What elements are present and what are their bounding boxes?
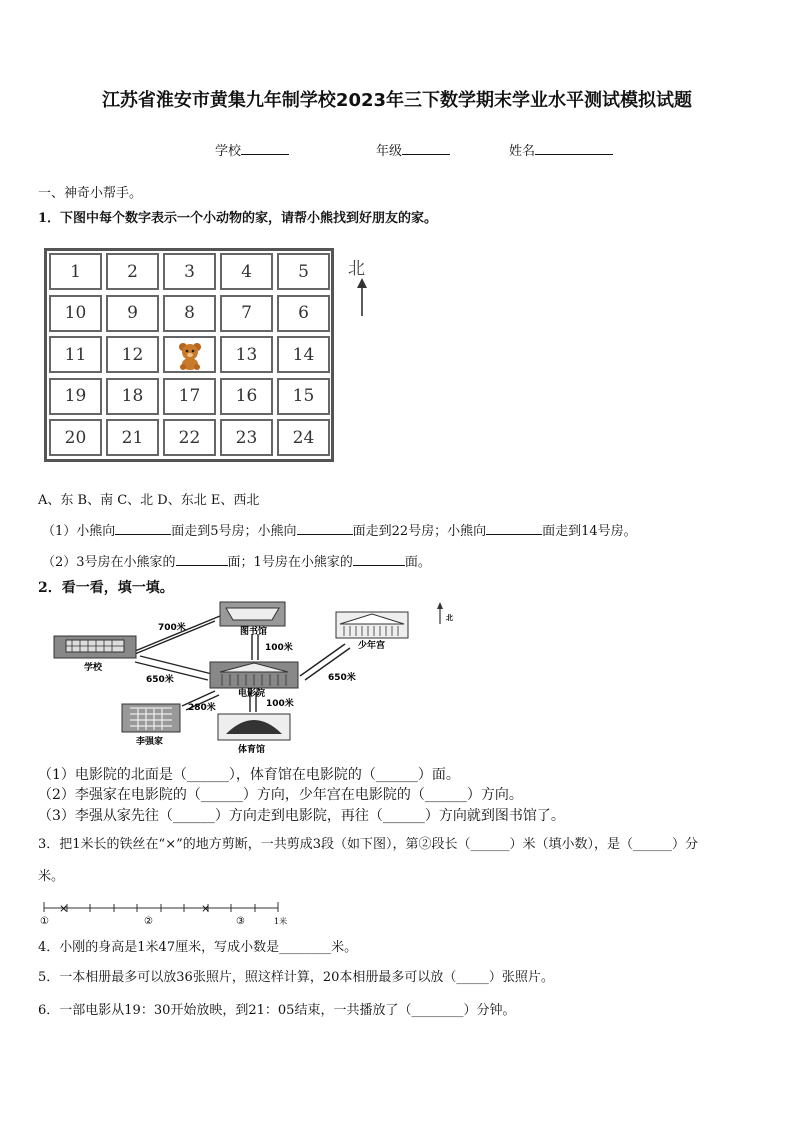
school-building-icon bbox=[54, 636, 136, 658]
blank bbox=[115, 522, 171, 535]
dist-650-school: 650米 bbox=[146, 675, 174, 685]
bear-icon bbox=[163, 336, 216, 373]
grid-cell: 14 bbox=[277, 336, 330, 373]
gym-building-icon bbox=[218, 714, 290, 740]
north-arrow-icon bbox=[355, 278, 369, 318]
map-north-arrow-icon bbox=[437, 602, 443, 624]
q2-sub3: （3）李强从家先往（______）方向走到电影院，再往（______）方向就到图书馆了。 bbox=[38, 808, 565, 824]
grid-cell: 22 bbox=[163, 419, 216, 456]
cut-mark-2: × bbox=[201, 902, 211, 915]
grid-cell: 10 bbox=[49, 295, 102, 332]
library-label: 图书馆 bbox=[240, 627, 268, 637]
grid-cell: 9 bbox=[106, 295, 159, 332]
q6: 6．一部电影从19：30开始放映，到21：05结束，一共播放了（________）分钟。 bbox=[38, 1003, 516, 1018]
grade-label: 年级 bbox=[376, 144, 403, 159]
grid-cell: 19 bbox=[49, 378, 102, 415]
road-school-library bbox=[135, 616, 220, 651]
q1-sub1-c: 面走到22号房；小熊向 bbox=[352, 524, 487, 539]
grid-cell: 2 bbox=[106, 253, 159, 290]
q1-sub2-c: 面。 bbox=[404, 555, 431, 570]
blank bbox=[297, 522, 353, 535]
gym-label: 体育馆 bbox=[238, 745, 266, 755]
q1-options: A、东 B、南 C、北 D、东北 E、西北 bbox=[38, 493, 260, 508]
q1-stem: 1．下图中每个数字表示一个小动物的家，请帮小熊找到好朋友的家。 bbox=[38, 211, 438, 226]
segment-label-1: ① bbox=[40, 916, 49, 927]
grid-cell: 17 bbox=[163, 378, 216, 415]
q1-sub1-a: （1）小熊向 bbox=[42, 524, 116, 539]
dist-280: 280米 bbox=[188, 703, 216, 713]
q3-line2: 米。 bbox=[38, 869, 65, 884]
ruler-end-label: 1米 bbox=[274, 917, 288, 926]
q1-sub1-b: 面走到5号房；小熊向 bbox=[171, 524, 297, 539]
grid-cell: 15 bbox=[277, 378, 330, 415]
road-school-cinema bbox=[140, 656, 212, 674]
north-label: 北 bbox=[348, 259, 365, 279]
q1-sub1-d: 面走到14号房。 bbox=[542, 524, 637, 539]
grid-cell: 3 bbox=[163, 253, 216, 290]
grid-cell: 1 bbox=[49, 253, 102, 290]
grid-cell: 5 bbox=[277, 253, 330, 290]
q2-sub2: （2）李强家在电影院的（______）方向，少年宫在电影院的（______）方向。 bbox=[38, 787, 523, 803]
grid-cell: 4 bbox=[220, 253, 273, 290]
q5: 5．一本相册最多可以放36张照片，照这样计算，20本相册最多可以放（_____）张照片。 bbox=[38, 970, 554, 985]
grid-cell: 16 bbox=[220, 378, 273, 415]
q3-line1: 3．把1米长的铁丝在“×”的地方剪断，一共剪成3段（如下图），第②段长（______）米（填小数），是（______）分 bbox=[38, 837, 698, 852]
grade-blank bbox=[402, 142, 450, 155]
q4: 4．小刚的身高是1米47厘米，写成小数是________米。 bbox=[38, 940, 358, 955]
map-diagram bbox=[40, 596, 470, 756]
grid-cell: 20 bbox=[49, 419, 102, 456]
grid-cell: 8 bbox=[163, 295, 216, 332]
q1-sub2-a: （2）3号房在小熊家的 bbox=[42, 555, 176, 570]
cinema-label: 电影院 bbox=[238, 689, 266, 699]
school-label: 学校 bbox=[215, 144, 242, 159]
home-building-icon bbox=[122, 704, 180, 732]
page-title: 江苏省淮安市黄集九年制学校2023年三下数学期末学业水平测试模拟试题 bbox=[101, 90, 693, 111]
map-north-label: 北 bbox=[446, 614, 453, 622]
library-building-icon bbox=[220, 602, 285, 626]
grid-cell: 12 bbox=[106, 336, 159, 373]
blank bbox=[486, 522, 542, 535]
grid-cell: 21 bbox=[106, 419, 159, 456]
cut-mark-1: × bbox=[59, 902, 69, 915]
blank bbox=[176, 553, 228, 566]
school-blank bbox=[241, 142, 289, 155]
name-blank bbox=[535, 142, 613, 155]
blank bbox=[353, 553, 405, 566]
grid-cell: 23 bbox=[220, 419, 273, 456]
q2-stem: 2．看一看，填一填。 bbox=[38, 580, 174, 596]
school-label-map: 学校 bbox=[84, 663, 103, 673]
wire-ruler bbox=[40, 898, 300, 928]
youth-palace-icon bbox=[336, 612, 408, 638]
dist-700: 700米 bbox=[158, 623, 186, 633]
grid-cell: 18 bbox=[106, 378, 159, 415]
dist-100-library: 100米 bbox=[265, 643, 293, 653]
section-heading: 一、神奇小帮手。 bbox=[38, 186, 143, 201]
dist-650-youth: 650米 bbox=[328, 673, 356, 683]
grade-field bbox=[376, 140, 450, 159]
road-cinema-youth bbox=[300, 644, 345, 676]
youth-label: 少年宫 bbox=[358, 641, 386, 651]
segment-label-2: ② bbox=[144, 916, 153, 927]
name-field bbox=[509, 140, 613, 159]
ruler-ticks bbox=[44, 902, 278, 912]
home-label: 李强家 bbox=[136, 737, 164, 747]
q1-sub2-b: 面；1号房在小熊家的 bbox=[227, 555, 353, 570]
house-grid bbox=[44, 248, 334, 462]
school-field bbox=[215, 140, 289, 159]
grid-cell: 24 bbox=[277, 419, 330, 456]
name-label: 姓名 bbox=[509, 144, 536, 159]
dist-100-gym: 100米 bbox=[266, 699, 294, 709]
q1-sub2 bbox=[42, 551, 431, 570]
cinema-building-icon bbox=[210, 662, 298, 688]
grid-cell: 6 bbox=[277, 295, 330, 332]
segment-label-3: ③ bbox=[236, 916, 245, 927]
grid-cell: 11 bbox=[49, 336, 102, 373]
grid-cell: 13 bbox=[220, 336, 273, 373]
grid-cell: 7 bbox=[220, 295, 273, 332]
q1-sub1 bbox=[42, 520, 637, 539]
q2-sub1: （1）电影院的北面是（______），体育馆在电影院的（______）面。 bbox=[38, 767, 460, 783]
